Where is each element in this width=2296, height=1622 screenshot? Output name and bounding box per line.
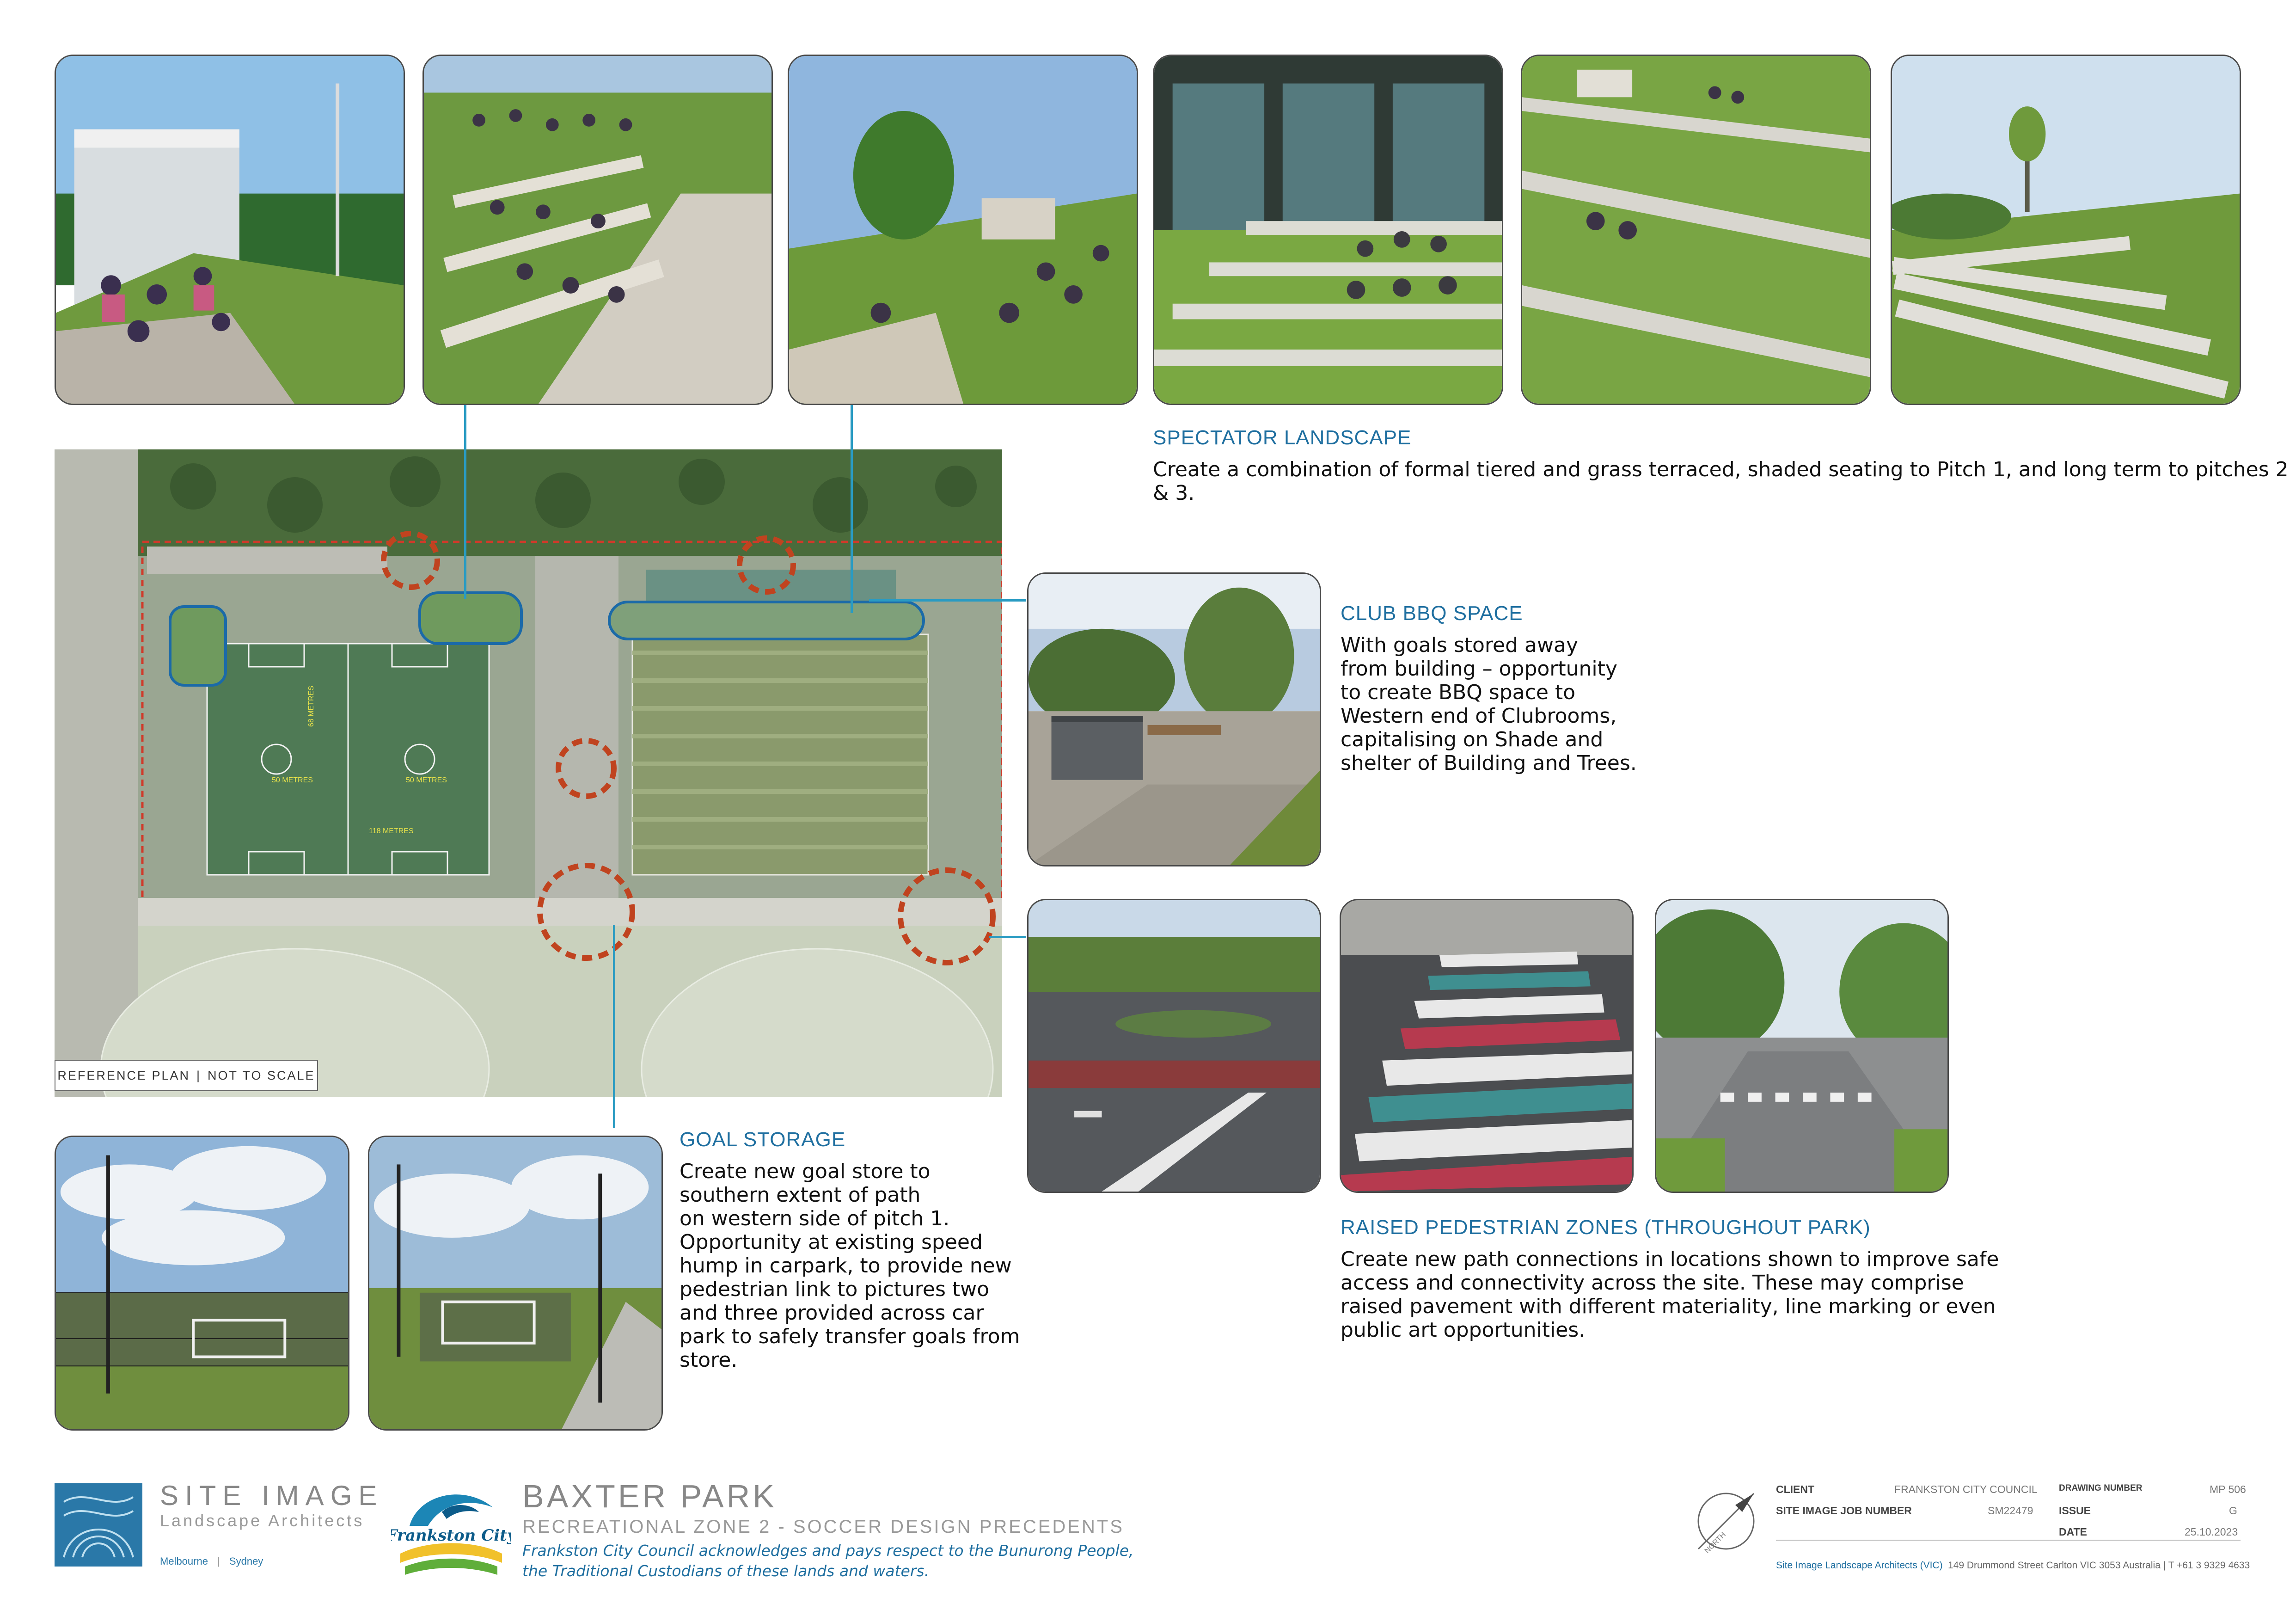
job-value: SM22479 [1988,1505,2033,1517]
photo-residential-crossing [1655,899,1949,1193]
ref-label-separator: | [196,1068,201,1082]
photo-goal-store-fence [55,1136,349,1431]
pitch-east [632,634,928,875]
bbq-text: With goals stored away from building – opportunity to create BBQ space to Western end of Clubrooms, capitalising on Shade and shelter of Building and Trees. [1341,633,1637,775]
photo-painted-crossing [1340,899,1634,1193]
office-address: 149 Drummond Street Carlton VIC 3053 Australia | T +61 3 9329 4633 [1948,1560,2250,1571]
ref-scale-text: NOT TO SCALE [208,1068,315,1082]
leader-line-sloped [851,405,853,613]
firm-name: SITE IMAGE [160,1480,384,1511]
raised-text: Create new path connections in locations shown to improve safe access and connectivity across the site. These may comprise raised pavement with different materiality, line marking or even public art opportunities. [1341,1247,1999,1342]
dim-width-1: 50 METRES [272,776,313,784]
issue-value: G [2229,1505,2237,1517]
project-title: BAXTER PARK [522,1478,777,1514]
dim-width-2: 50 METRES [406,776,447,784]
photo-raised-crossing-road [1027,899,1321,1193]
ref-label-text: REFERENCE PLAN [57,1068,190,1082]
acknowledgement-line-2: the Traditional Custodians of these lands and waters. [522,1562,930,1580]
client-value: FRANKSTON CITY COUNCIL [1894,1483,2038,1495]
firm-offices [160,1555,263,1567]
leader-line-goal [613,925,615,1128]
leader-line-bbq [869,599,1026,602]
issue-label: ISSUE [2059,1505,2091,1517]
dim-length: 118 METRES [369,827,414,835]
office-name: Site Image Landscape Architects (VIC) [1776,1560,1943,1571]
drawing-label: DRAWING NUMBER [2059,1483,2143,1493]
bbq-heading: CLUB BBQ SPACE [1341,602,1523,625]
spectator-heading: SPECTATOR LANDSCAPE [1153,426,1412,449]
leader-line-terrace [464,405,466,599]
photo-goal-store-path [368,1136,663,1431]
title-block-divider [1776,1540,2241,1541]
office-melbourne: Melbourne [160,1555,208,1567]
offices-separator: | [217,1555,220,1567]
reference-plan-label [55,1060,318,1091]
acknowledgement-line-1: Frankston City Council acknowledges and pays respect to the Bunurong People, [522,1542,1134,1560]
date-value: 25.10.2023 [2185,1526,2238,1538]
photo-grass-terrace-crowd [422,55,773,405]
dim-height: 68 METRES [307,686,315,727]
photo-bbq-space [1027,572,1321,866]
council-logo-text: Frankston City [391,1526,511,1545]
spectator-text: Create a combination of formal tiered and grass terraced, shaded seating to Pitch 1, and long term to pitches 2 & 3. [1153,458,2289,505]
north-arrow-icon [1689,1484,1763,1558]
frankston-city-logo [391,1484,511,1577]
project-subtitle: RECREATIONAL ZONE 2 - SOCCER DESIGN PRECEDENTS [522,1517,1124,1537]
drawing-value: MP 506 [2210,1483,2246,1495]
north-label: NORTH [1703,1530,1727,1555]
goal-heading: GOAL STORAGE [680,1128,846,1151]
raised-heading: RAISED PEDESTRIAN ZONES (THROUGHOUT PARK) [1341,1216,1871,1239]
goal-text: Create new goal store to southern extent of path on western side of pitch 1. Opportunity at existing speed hump in carpark, to provide new pedestrian link to pictures two and three provided across car park to safely transfer goals from store. [680,1160,1020,1372]
photo-building-tiered-grass [1153,55,1503,405]
photo-angled-grass-ramps [1521,55,1871,405]
photo-sloped-seating-gathering [788,55,1138,405]
client-label: CLIENT [1776,1483,1815,1495]
date-label: DATE [2059,1526,2087,1538]
photo-stepped-seating-slope [1891,55,2241,405]
firm-subtitle: Landscape Architects [160,1511,365,1530]
photo-tiered-stand-people [55,55,405,405]
leader-line-raised [989,936,1026,938]
site-image-logo [55,1483,142,1567]
reference-plan [55,449,1002,1097]
office-sydney: Sydney [229,1555,263,1567]
job-label: SITE IMAGE JOB NUMBER [1776,1505,1912,1517]
